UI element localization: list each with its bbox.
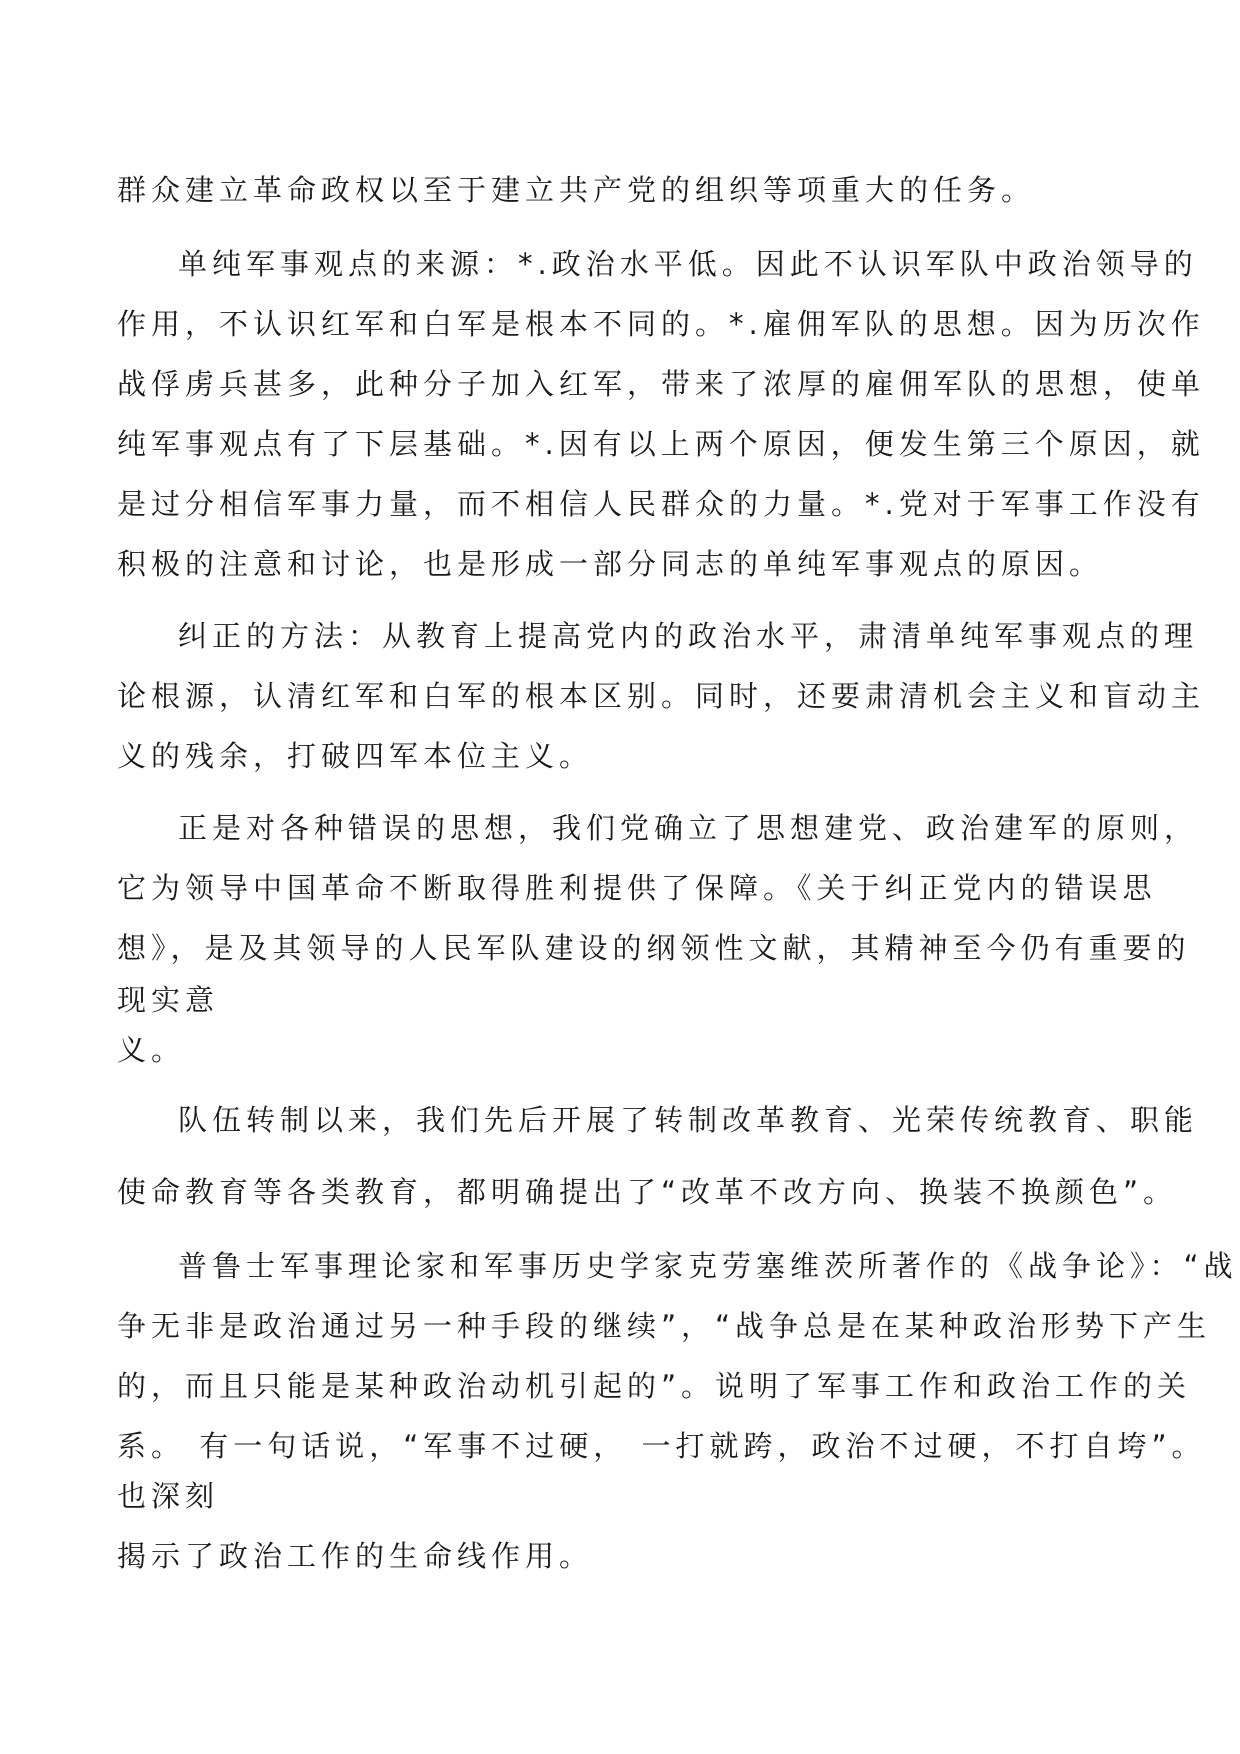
text-line: 纯军事观点有了下层基础。*.因有以上两个原因，便发生第三个原因，就 (117, 427, 1205, 461)
text-line: 群众建立革命政权以至于建立共产党的组织等项重大的任务。 (117, 173, 1036, 207)
text-line: 积极的注意和讨论，也是形成一部分同志的单纯军事观点的原因。 (117, 547, 1104, 581)
text-line: 它为领导中国革命不断取得胜利提供了保障。《关于纠正党内的错误思 (117, 871, 1157, 905)
text-line: 队伍转制以来，我们先后开展了转制改革教育、光荣传统教育、职能 (178, 1103, 1199, 1137)
text-line: 义的残余，打破四军本位主义。 (117, 739, 594, 773)
text-line: 论根源，认清红军和白军的根本区别。同时，还要肃清机会主义和盲动主 (117, 679, 1206, 713)
text-line: 义。 (117, 1033, 186, 1067)
text-line: 也深刻 (117, 1479, 220, 1513)
text-line: 使命教育等各类教育，都明确提出了“改革不改方向、换装不换颜色”。 (117, 1175, 1178, 1209)
text-line: 系。 有一句话说，“军事不过硬， 一打就跨，政治不过硬，不打自垮”。 (117, 1429, 1206, 1463)
text-line: 现实意 (117, 983, 220, 1017)
text-line: 争无非是政治通过另一种手段的继续”，“战争总是在某种政治形势下产生 (117, 1309, 1212, 1343)
text-line: 普鲁士军事理论家和军事历史学家克劳塞维茨所著作的《战争论》：“战 (178, 1249, 1238, 1283)
text-line: 纠正的方法：从教育上提高党内的政治水平，肃清单纯军事观点的理 (178, 619, 1199, 653)
text-line: 揭示了政治工作的生命线作用。 (117, 1539, 594, 1573)
text-line: 战俘虏兵甚多，此种分子加入红军，带来了浓厚的雇佣军队的思想，使单 (117, 367, 1206, 401)
text-line: 想》，是及其领导的人民军队建设的纲领性文献，其精神至今仍有重要的 (117, 931, 1191, 965)
text-line: 的，而且只能是某种政治动机引起的”。说明了军事工作和政治工作的关 (117, 1369, 1192, 1403)
text-line: 正是对各种错误的思想，我们党确立了思想建党、政治建军的原则， (178, 811, 1199, 845)
text-line: 单纯军事观点的来源：*.政治水平低。因此不认识军队中政治领导的 (178, 247, 1198, 281)
text-line: 是过分相信军事力量，而不相信人民群众的力量。*.党对于军事工作没有 (117, 487, 1205, 521)
text-line: 作用，不认识红军和白军是根本不同的。*.雇佣军队的思想。因为历次作 (117, 307, 1205, 341)
